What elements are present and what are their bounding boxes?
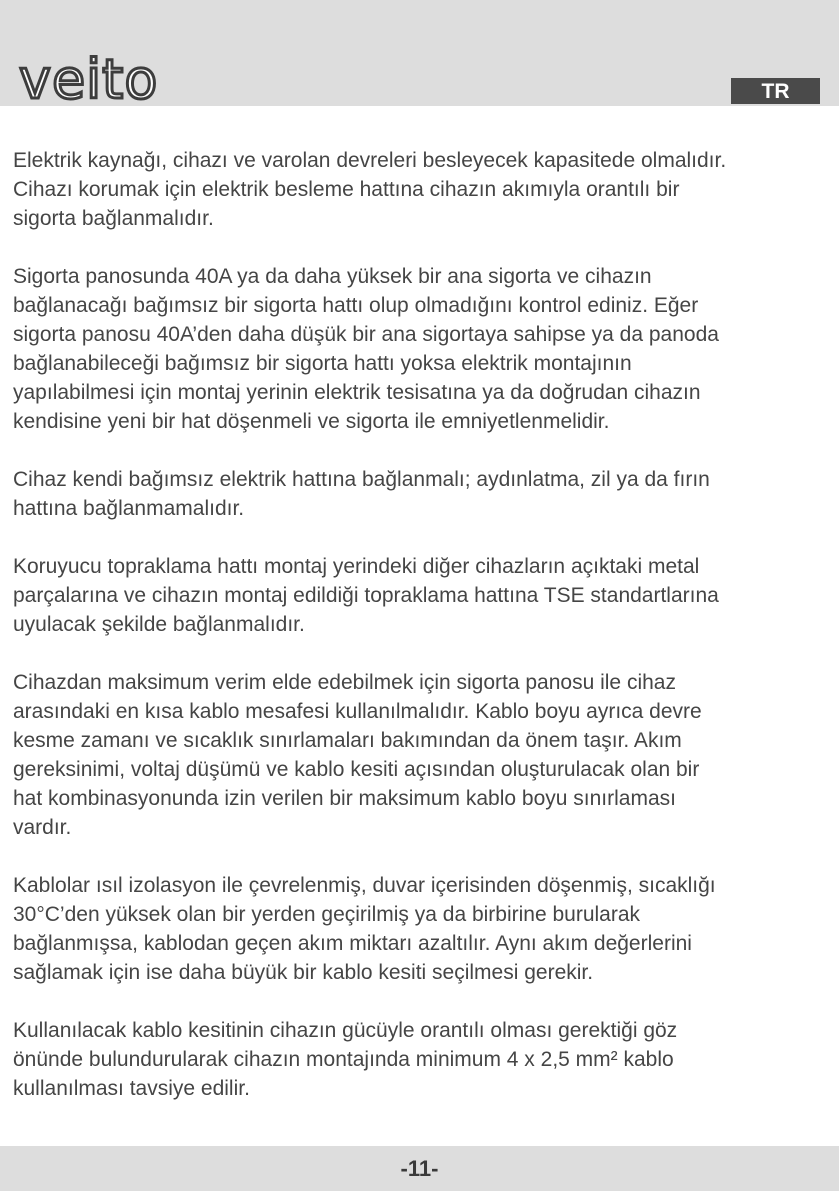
text-line: Cihazdan maksimum verim elde edebilmek için sigorta panosu ile cihaz [13, 671, 676, 694]
text-line: vardır. [13, 816, 72, 839]
text-line: Sigorta panosunda 40A ya da daha yüksek bir ana sigorta ve cihazın [13, 265, 652, 288]
text-line: hattına bağlanmamalıdır. [13, 497, 245, 520]
text-line: uyulacak şekilde bağlanmalıdır. [13, 613, 305, 636]
text-line: arasındaki en kısa kablo mesafesi kullanılmalıdır. Kablo boyu ayrıca devre [13, 700, 702, 723]
text-line: sigorta bağlanmalıdır. [13, 207, 214, 230]
document-body [13, 146, 835, 1132]
text-line: Elektrik kaynağı, cihazı ve varolan devreleri besleyecek kapasitede olmalıdır. [13, 149, 727, 172]
text-line: 30°C’den yüksek olan bir yerden geçirilmiş ya da birbirine burularak [13, 903, 641, 926]
text-line: Kablolar ısıl izolasyon ile çevrelenmiş, duvar içerisinden döşenmiş, sıcaklığı [13, 874, 716, 897]
text-line: Kullanılacak kablo kesitinin cihazın gücüyle orantılı olması gerektiği göz [13, 1019, 678, 1042]
paragraph-dedicated-line [13, 465, 835, 523]
text-line: Cihazı korumak için elektrik besleme hattına cihazın akımıyla orantılı bir [13, 178, 680, 201]
text-line: önünde bulundurularak cihazın montajında minimum 4 x 2,5 mm² kablo [13, 1048, 674, 1071]
paragraph-fuse-panel [13, 262, 835, 436]
page-number: -11- [400, 1156, 439, 1181]
text-line: sigorta panosu 40A’den daha düşük bir ana sigortaya sahipse ya da panoda [13, 323, 719, 346]
paragraph-cable-length [13, 668, 835, 842]
page-footer [0, 1146, 839, 1191]
text-line: Koruyucu topraklama hattı montaj yerindeki diğer cihazların açıktaki metal [13, 555, 700, 578]
text-line: kesme zamanı ve sıcaklık sınırlamaları bakımından da önem taşır. Akım [13, 729, 682, 752]
text-line: bağlanmışsa, kablodan geçen akım miktarı azaltılır. Aynı akım değerlerini [13, 932, 692, 955]
page-header [0, 0, 839, 111]
text-line: parçalarına ve cihazın montaj edildiği topraklama hattına TSE standartlarına [13, 584, 719, 607]
paragraph-grounding [13, 552, 835, 639]
paragraph-power-supply [13, 146, 835, 233]
text-line: Cihaz kendi bağımsız elektrik hattına bağlanmalı; aydınlatma, zil ya da fırın [13, 468, 710, 491]
text-line: bağlanabileceği bağımsız bir sigorta hattı yoksa elektrik montajının [13, 352, 632, 375]
paragraph-cable-cross-section [13, 1016, 835, 1103]
paragraph-cable-derating [13, 871, 835, 987]
text-line: bağlanacağı bağımsız bir sigorta hattı olup olmadığını kontrol ediniz. Eğer [13, 294, 699, 317]
language-badge: TR [731, 78, 820, 104]
text-line: kullanılması tavsiye edilir. [13, 1077, 250, 1100]
text-line: hat kombinasyonunda izin verilen bir maksimum kablo boyu sınırlaması [13, 787, 676, 810]
text-line: yapılabilmesi için montaj yerinin elektrik tesisatına ya da doğrudan cihazın [13, 381, 701, 404]
text-line: gereksinimi, voltaj düşümü ve kablo kesiti açısından oluşturulacak olan bir [13, 758, 700, 781]
brand-logo: veito [19, 48, 159, 111]
text-line: kendisine yeni bir hat döşenmeli ve sigorta ile emniyetlenmelidir. [13, 410, 610, 433]
text-line: sağlamak için ise daha büyük bir kablo kesiti seçilmesi gerekir. [13, 961, 594, 984]
